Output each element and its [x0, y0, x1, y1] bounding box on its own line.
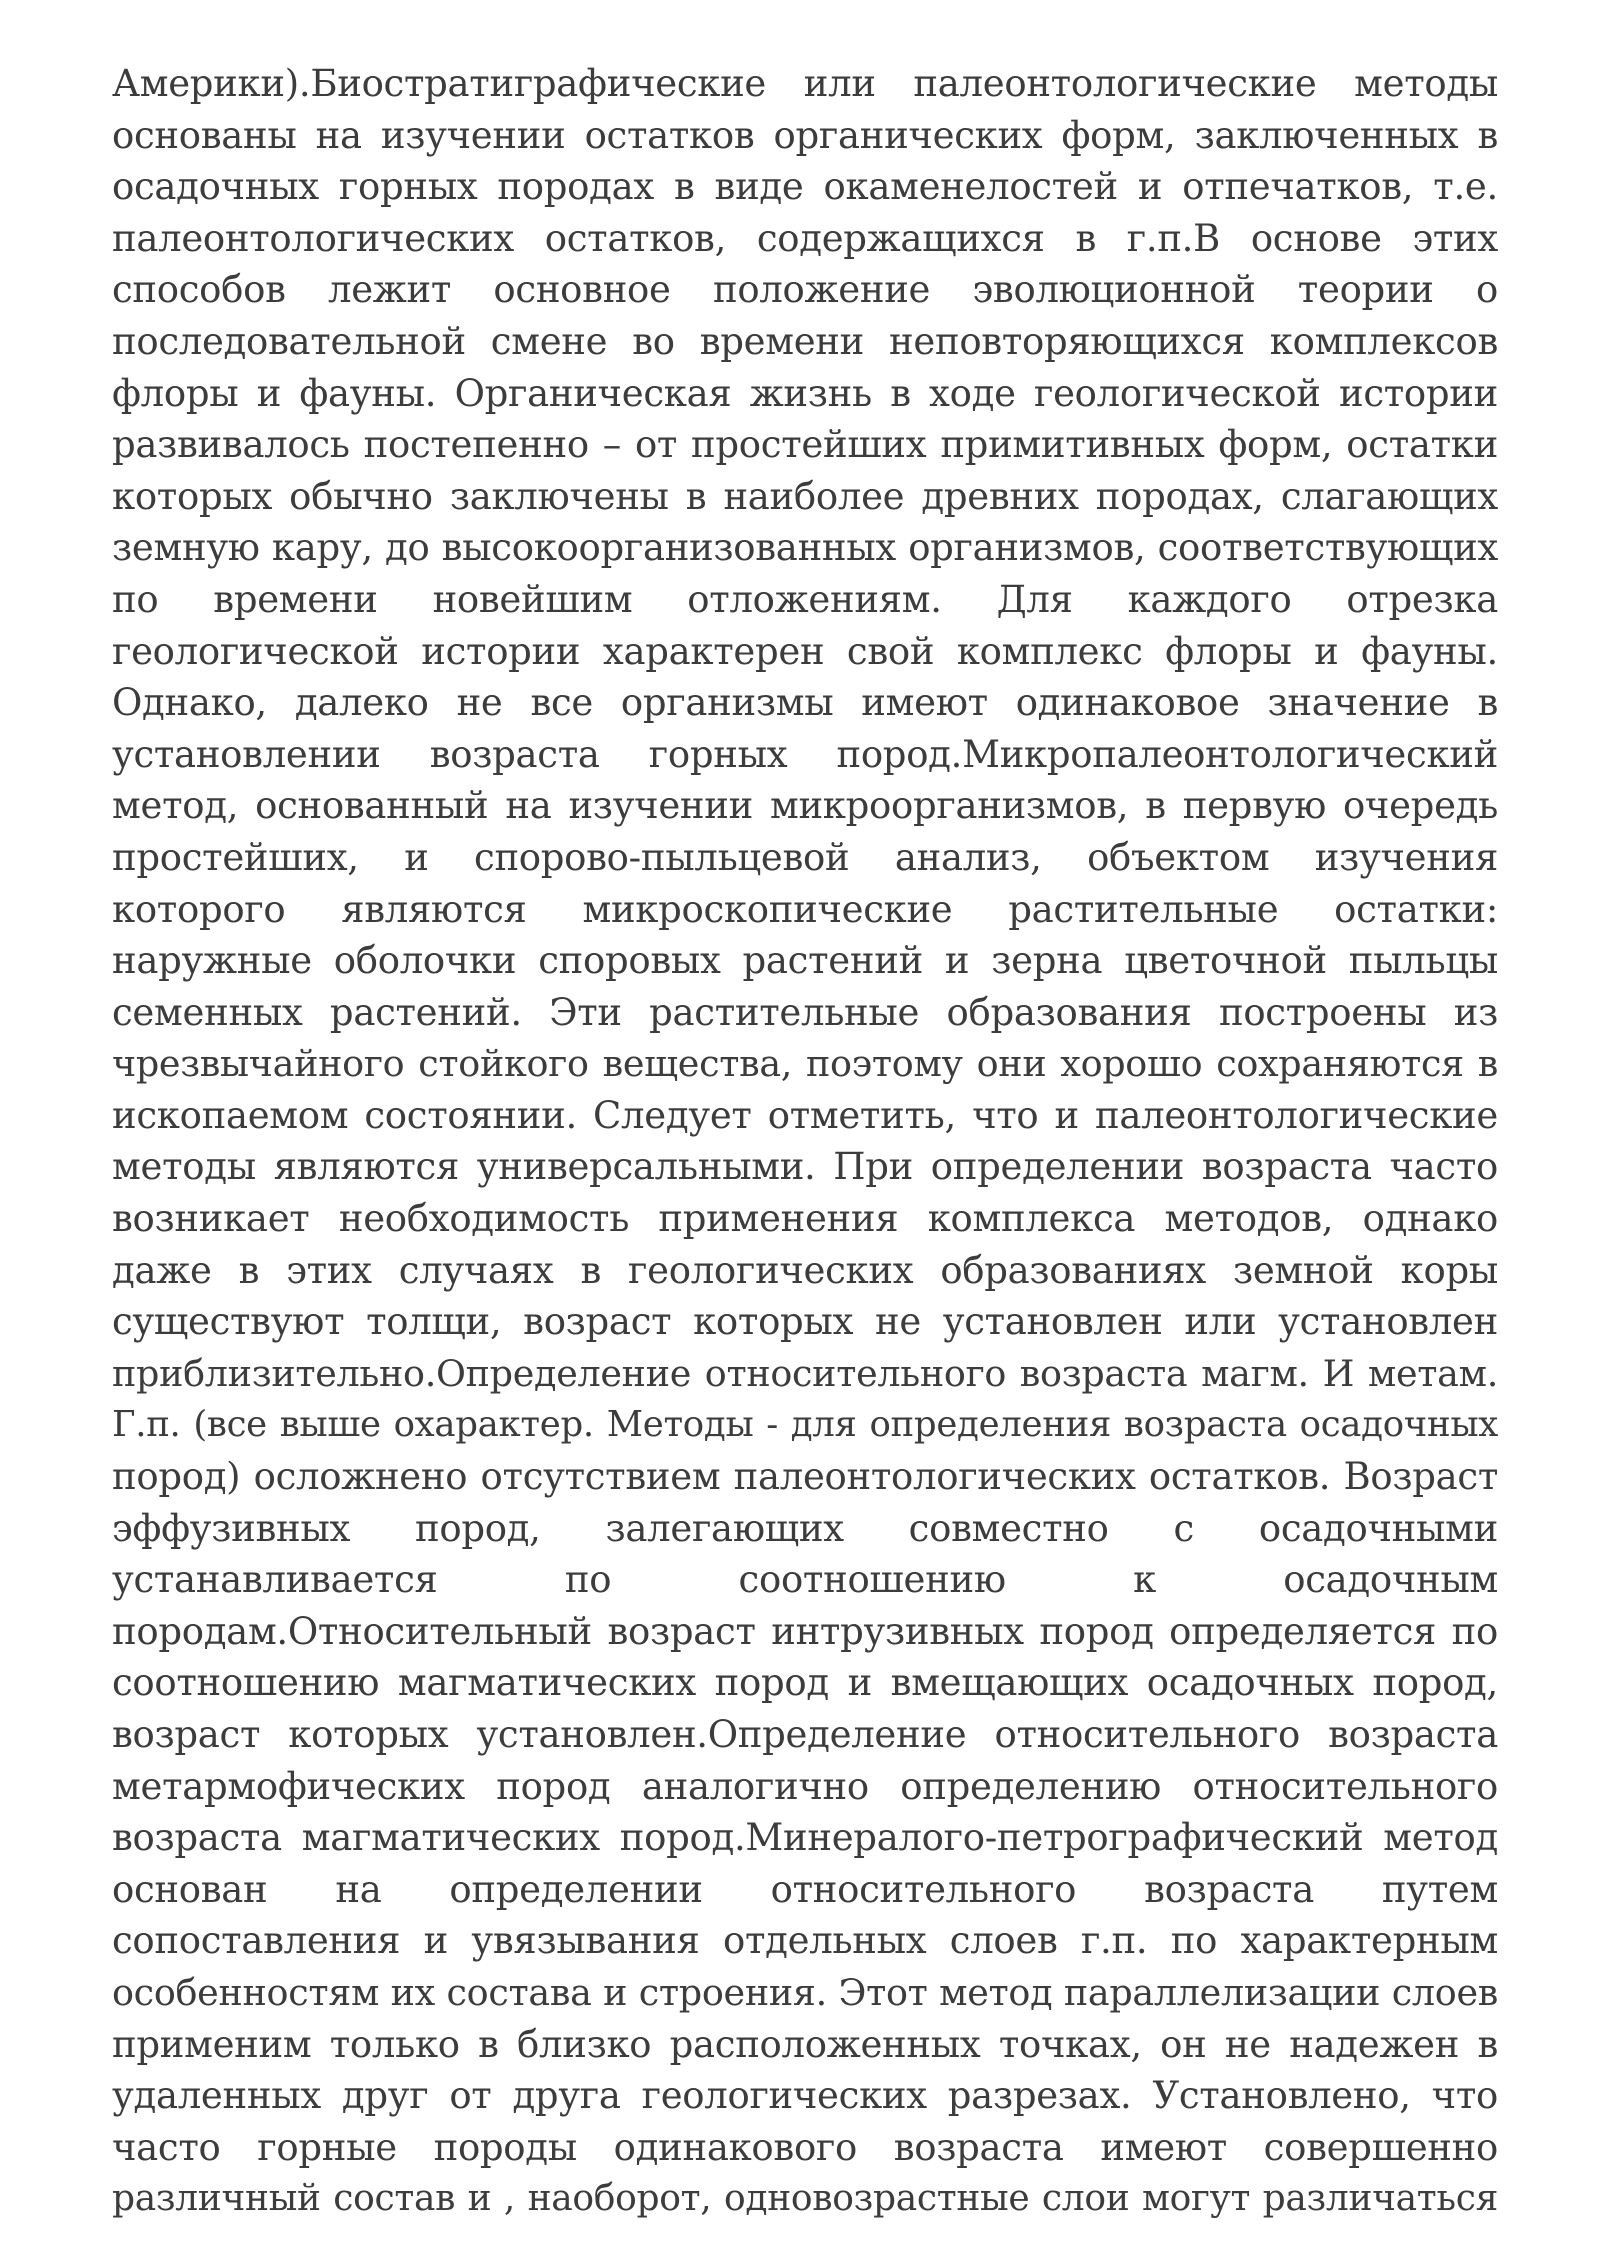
text-line: особенностям их состава и строения. Этот метод параллелизации слоев	[112, 1970, 1498, 2014]
text-line: породам.Относительный возраст интрузивных пород определяется по	[112, 1609, 1498, 1653]
document-body	[112, 58, 1498, 2225]
text-line: установлении возраста горных пород.Микропалеонтологический	[112, 732, 1498, 776]
text-line: флоры и фауны. Органическая жизнь в ходе геологической истории	[112, 371, 1498, 415]
document-page	[112, 58, 1498, 2225]
text-line: способов лежит основное положение эволюционной теории о	[112, 268, 1498, 312]
text-line: соотношению магматических пород и вмещающих осадочных пород,	[112, 1661, 1498, 1705]
text-line: земную кару, до высокоорганизованных организмов, соответствующих	[112, 526, 1498, 570]
text-line: различный состав и , наоборот, одновозрастные слои могут различаться	[112, 2178, 1498, 2220]
text-line: приблизительно.Определение относительного возраста магм. И метам.	[112, 1351, 1498, 1395]
text-line: сопоставления и увязывания отдельных слоев г.п. по характерным	[112, 1919, 1498, 1963]
text-line: метод, основанный на изучении микроорганизмов, в первую очередь	[112, 784, 1498, 828]
text-line: методы являются универсальными. При определении возраста часто	[112, 1145, 1498, 1189]
text-line: осадочных горных породах в виде окаменелостей и отпечатков, т.е.	[112, 165, 1498, 209]
text-line: метармофических пород аналогично определению относительного	[112, 1764, 1498, 1808]
text-line: Г.п. (все выше охарактер. Методы - для определения возраста осадочных	[112, 1404, 1498, 1446]
text-line: последовательной смене во времени неповторяющихся комплексов	[112, 319, 1498, 363]
text-line: возраста магматических пород.Минералого-петрографический метод	[112, 1816, 1498, 1860]
text-line: ископаемом состоянии. Следует отметить, что и палеонтологические	[112, 1093, 1498, 1137]
text-line: возраст которых установлен.Определение относительного возраста	[112, 1713, 1498, 1756]
text-line: которых обычно заключены в наиболее древних породах, слагающих	[112, 474, 1498, 518]
text-line: возникает необходимость применения комплекса методов, однако	[112, 1197, 1498, 1241]
text-line: часто горные породы одинакового возраста имеют совершенно	[112, 2125, 1498, 2169]
text-line: основаны на изучении остатков органических форм, заключенных в	[112, 113, 1498, 157]
text-line: палеонтологических остатков, содержащихся в г.п.В основе этих	[112, 216, 1498, 260]
text-line: геологической истории характерен свой комплекс флоры и фауны.	[112, 629, 1498, 673]
text-line: Однако, далеко не все организмы имеют одинаковое значение в	[112, 681, 1498, 725]
text-line: существуют толщи, возраст которых не установлен или установлен	[112, 1300, 1498, 1344]
text-line: наружные оболочки споровых растений и зерна цветочной пыльцы	[112, 939, 1498, 983]
text-line: семенных растений. Эти растительные образования построены из	[112, 990, 1498, 1034]
text-line: по времени новейшим отложениям. Для каждого отрезка	[112, 577, 1498, 621]
text-line: применим только в близко расположенных точках, он не надежен в	[112, 2022, 1498, 2066]
text-line: удаленных друг от друга геологических разрезах. Установлено, что	[112, 2074, 1498, 2118]
text-line: даже в этих случаях в геологических образованиях земной коры	[112, 1248, 1498, 1292]
text-line: которого являются микроскопические растительные остатки:	[112, 887, 1498, 931]
text-line: простейших, и спорово-пыльцевой анализ, объектом изучения	[112, 835, 1498, 879]
text-line: эффузивных пород, залегающих совместно с осадочными	[112, 1506, 1498, 1550]
text-line: чрезвычайного стойкого вещества, поэтому они хорошо сохраняются в	[112, 1042, 1498, 1086]
text-line: развивалось постепенно – от простейших примитивных форм, остатки	[112, 423, 1498, 467]
text-line: основан на определении относительного возраста путем	[112, 1867, 1498, 1911]
text-line: устанавливается по соотношению к осадочным	[112, 1558, 1498, 1602]
text-line: Америки).Биостратиграфические или палеонтологические методы	[112, 62, 1498, 105]
text-line: пород) осложнено отсутствием палеонтологических остатков. Возраст	[112, 1455, 1498, 1499]
